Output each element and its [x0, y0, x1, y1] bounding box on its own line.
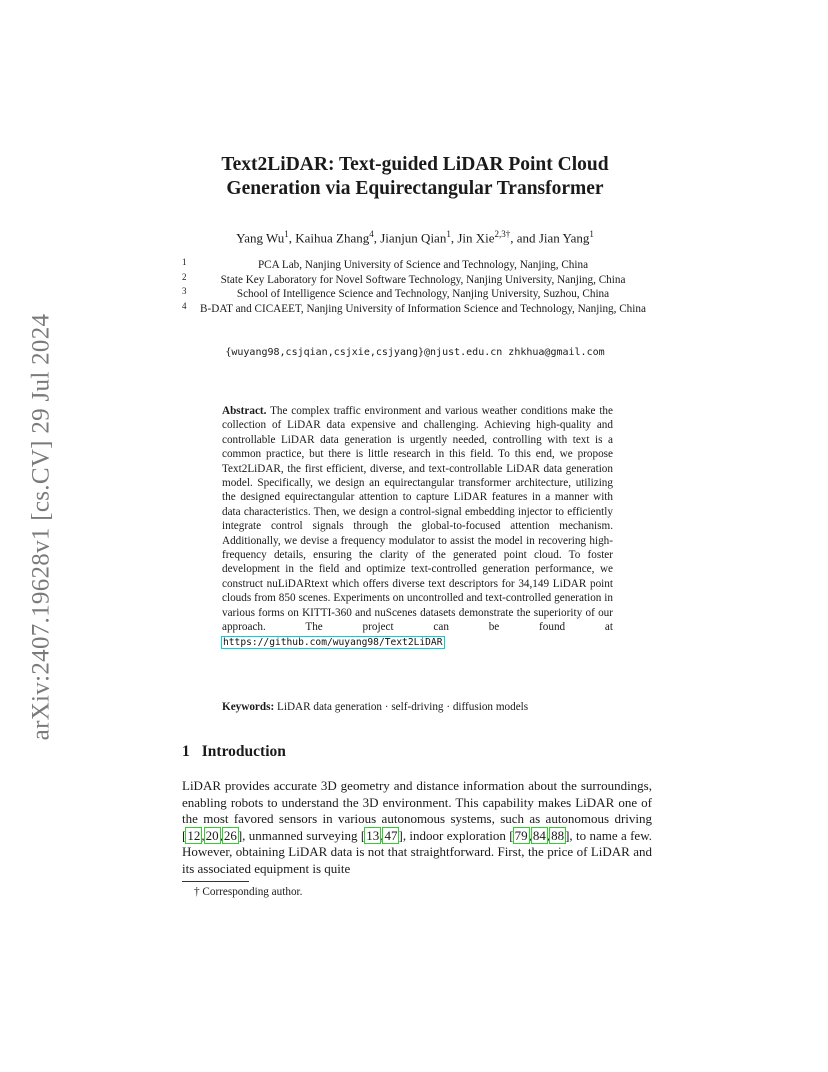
footnote: † Corresponding author. — [194, 886, 303, 898]
affiliation-number: 1 — [182, 257, 187, 267]
author-separator: , — [288, 230, 296, 246]
affiliation-number: 3 — [182, 286, 187, 296]
author-separator: , and — [510, 230, 539, 246]
author-affiliation-mark: 1 — [284, 229, 289, 239]
citation-link[interactable]: 84 — [532, 827, 546, 843]
author-emails: {wuyang98,csjqian,csjxie,csjyang}@njust.edu.cn zhkhua@gmail.com — [225, 347, 605, 358]
project-link[interactable]: https://github.com/wuyang98/Text2LiDAR — [223, 636, 443, 648]
citation-link[interactable]: 47 — [384, 827, 398, 843]
affiliation-text: B-DAT and CICAEET, Nanjing University of Information Science and Technology, Nanjing, China — [200, 302, 646, 315]
author-name: Jian Yang — [538, 230, 590, 246]
keywords — [222, 701, 622, 713]
section-heading — [182, 743, 286, 761]
arxiv-identifier — [6, 297, 76, 757]
author-name: Yang Wu — [236, 230, 285, 246]
affiliation-text: School of Intelligence Science and Technology, Nanjing University, Suzhou, China — [236, 288, 610, 300]
affiliation-item — [180, 287, 650, 302]
affiliation-item — [180, 302, 650, 317]
affiliation-text: PCA Lab, Nanjing University of Science and Technology, Nanjing, China — [257, 259, 589, 271]
author-affiliation-mark: 4 — [369, 229, 374, 239]
intro-text: LiDAR provides accurate 3D geometry and distance information about the surroundings, enabling robots to understand the 3D environment. This capability makes LiDAR one of the most favored sensors in various autonomous systems, such as autonomous driving [ — [182, 778, 652, 843]
citation-link[interactable]: 12 — [187, 827, 201, 843]
citation-link[interactable]: 13 — [366, 827, 380, 843]
citation-link[interactable]: 88 — [551, 827, 565, 843]
author-affiliation-mark: 2,3† — [494, 229, 511, 239]
affiliation-number: 2 — [182, 271, 187, 282]
author-separator: , — [373, 230, 381, 246]
keywords-label: Keywords: — [222, 701, 275, 713]
author-name: Kaihua Zhang — [295, 230, 370, 246]
arxiv-identifier-text: arXiv:2407.19628v1 [cs.CV] 29 Jul 2024 — [27, 313, 54, 741]
title-line-2: Generation via Equirectangular Transformer — [226, 178, 604, 199]
affiliation-item — [180, 258, 650, 273]
title-line-1: Text2LiDAR: Text-guided LiDAR Point Cloud — [221, 154, 609, 175]
citation-link[interactable]: 79 — [514, 827, 528, 843]
affiliation-item — [180, 273, 650, 288]
citation-link[interactable]: 20 — [205, 827, 219, 843]
author-name: Jin Xie — [457, 230, 495, 246]
abstract — [222, 404, 613, 650]
intro-text: ], indoor exploration [ — [398, 827, 514, 843]
affiliation-text: State Key Laboratory for Novel Software Technology, Nanjing University, Nanjing, China — [220, 273, 626, 286]
affiliation-list — [180, 258, 650, 316]
intro-paragraph: LiDAR provides accurate 3D geometry and distance information about the surroundings, enabling robots to understand the 3D environment. This capability makes LiDAR one of the most favored sensors in various autonomous systems, such as autonomous driving [12,20,26], unmanned surveying [13,47], indoor exploration [79,84,88], to name a few. However, obtaining LiDAR data is not that straightforward. First, the price of LiDAR and its associated equipment is quite — [182, 778, 652, 876]
author-separator: , — [450, 230, 458, 246]
footnote-rule — [182, 881, 249, 882]
keywords-text: LiDAR data generation · self-driving · diffusion models — [277, 701, 529, 713]
author-affiliation-mark: 1 — [446, 229, 451, 239]
author-affiliation-mark: 1 — [589, 229, 594, 239]
paper-title — [150, 153, 680, 201]
intro-text: ], unmanned surveying [ — [237, 827, 366, 843]
citation-link[interactable]: 26 — [223, 827, 237, 843]
affiliation-number: 4 — [182, 300, 187, 311]
intro-text: ], to name a few. However, obtaining LiDAR data is not that straightforward. First, the price of LiDAR and its associated equipment is quite — [182, 827, 652, 876]
abstract-label: Abstract. — [222, 405, 267, 417]
author-list — [150, 229, 680, 246]
section-number: 1 — [182, 743, 190, 760]
author-name: Jianjun Qian — [380, 230, 447, 246]
abstract-text: The complex traffic environment and various weather conditions make the collection of LiDAR data expensive and challenging. Achieving high-quality and controllable LiDAR data generation is urgently needed, controlling with text is a common practice, but there is little research in this field. To this end, we propose Text2LiDAR, the first efficient, diverse, and text-controllable LiDAR data generation model. Specifically, we design an equirectangular transformer architecture, utilizing the designed equirectangular attention to capture LiDAR features in a manner with data characteristics. Then, we design a control-signal embedding injector to efficiently integrate control signals through the global-to-focused attention mechanism. Additionally, we devise a frequency modulator to assist the model in recovering high-frequency details, ensuring the clarity of the generated point cloud. To foster development in the field and optimize text-controlled generation performance, we construct nuLiDARtext which offers diverse text descriptors for 34,149 LiDAR point clouds from 850 scenes. Experiments on uncontrolled and text-controlled generation in various forms on KITTI-360 and nuScenes datasets demonstrate the superiority of our approach. The project can be found at — [222, 405, 613, 634]
section-title-text: Introduction — [201, 743, 286, 760]
